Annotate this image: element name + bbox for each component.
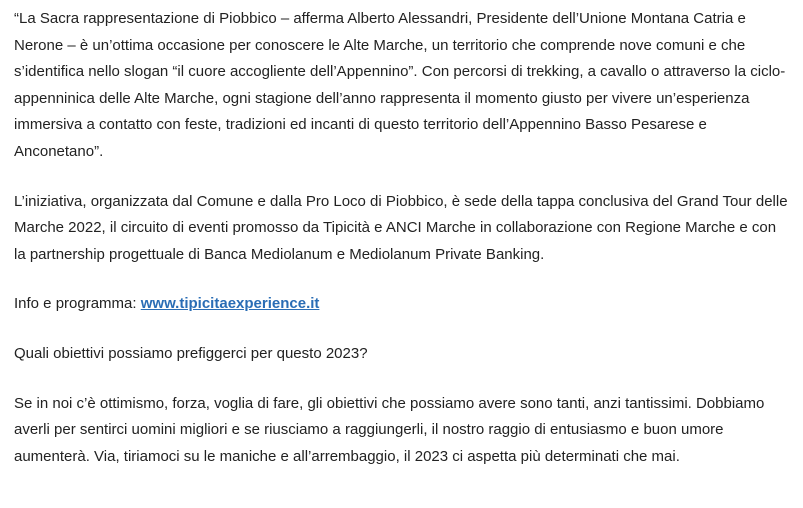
quote-paragraph: “La Sacra rappresentazione di Piobbico – afferma Alberto Alessandri, Presidente dell’Unione Montana Catria e Nerone – è un’ottima occasione per conoscere le Alte Marche, un territorio che comprende nove comuni e che s’identifica nello slogan “il cuore accogliente dell’Appennino”. Con percorsi di trekking, a cavallo o attraverso la ciclo-appenninica delle Alte Marche, ogni stagione dell’anno rappresenta il momento giusto per vivere un’esperienza immersiva a contatto con feste, tradizioni ed incanti di questo territorio dell’Appennino Basso Pesarese e Anconetano”.: [14, 10, 786, 160]
event-paragraph: L’iniziativa, organizzata dal Comune e dalla Pro Loco di Piobbico, è sede della tappa conclusiva del Grand Tour delle Marche 2022, il circuito di eventi promosso da Tipicità e ANCI Marche in collaborazione con Regione Marche e con la partnership progettuale di Banca Mediolanum e Mediolanum Private Banking.: [14, 192, 788, 263]
tipicita-link[interactable]: www.tipicitaexperience.it: [140, 295, 320, 313]
answer-paragraph: Se in noi c’è ottimismo, forza, voglia di fare, gli obiettivi che possiamo avere sono tanti, anzi tantissimi. Dobbiamo averli per sentirci uomini migliori e se riusciamo a raggiungerli, il nostro raggio di entusiasmo e buon umore aumenterà. Via, tiriamoci su le maniche e all’arrembaggio, il 2023 ci aspetta più determinati che mai.: [14, 394, 765, 465]
info-label: Info e programma:: [14, 295, 141, 313]
question-paragraph: Quali obiettivi possiamo prefiggerci per questo 2023?: [14, 344, 368, 362]
info-paragraph: [14, 291, 791, 318]
